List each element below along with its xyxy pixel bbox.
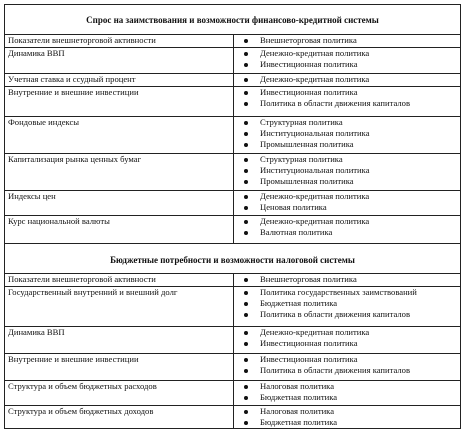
list-item: Инвестиционная политика bbox=[234, 87, 460, 98]
list-item: Денежно-кредитная политика bbox=[234, 191, 460, 202]
bullet-icon bbox=[244, 169, 248, 173]
bullet-icon bbox=[244, 180, 248, 184]
indicator-cell: Показатели внешнеторговой активности bbox=[5, 35, 234, 47]
table-row bbox=[5, 35, 460, 48]
indicator-cell: Внутренние и внешние инвестиции bbox=[5, 354, 234, 380]
table-row bbox=[5, 87, 460, 117]
policy-cell bbox=[234, 381, 460, 405]
list-item: Бюджетная политика bbox=[234, 298, 460, 309]
indicator-cell: Курс национальной валюты bbox=[5, 216, 234, 243]
table-row bbox=[5, 354, 460, 381]
list-item: Политика в области движения капиталов bbox=[234, 365, 460, 376]
policy-cell bbox=[234, 191, 460, 215]
bullet-icon bbox=[244, 313, 248, 317]
bullet-icon bbox=[244, 291, 248, 295]
table-row bbox=[5, 48, 460, 74]
list-item: Денежно-кредитная политика bbox=[234, 48, 460, 59]
bullet-icon bbox=[244, 91, 248, 95]
list-item: Политика в области движения капиталов bbox=[234, 309, 460, 320]
table-row bbox=[5, 117, 460, 154]
indicator-cell: Динамика ВВП bbox=[5, 48, 234, 73]
bullet-icon bbox=[244, 369, 248, 373]
indicator-cell: Капитализация рынка ценных бумаг bbox=[5, 154, 234, 190]
bullet-icon bbox=[244, 358, 248, 362]
table-row bbox=[5, 406, 460, 429]
indicator-cell: Государственный внутренний и внешний долг bbox=[5, 287, 234, 326]
policy-cell bbox=[234, 87, 460, 116]
bullet-icon bbox=[244, 52, 248, 56]
list-item: Политика государственных заимствований bbox=[234, 287, 460, 298]
list-item: Структурная политика bbox=[234, 154, 460, 165]
list-item: Инвестиционная политика bbox=[234, 338, 460, 349]
list-item: Валютная политика bbox=[234, 227, 460, 238]
list-item: Политика в области движения капиталов bbox=[234, 98, 460, 109]
section2-title: Бюджетные потребности и возможности налоговой системы bbox=[5, 244, 460, 274]
table-row bbox=[5, 381, 460, 406]
policy-cell bbox=[234, 354, 460, 380]
table-row bbox=[5, 74, 460, 87]
list-item: Налоговая политика bbox=[234, 381, 460, 392]
bullet-icon bbox=[244, 231, 248, 235]
table-row bbox=[5, 274, 460, 287]
bullet-icon bbox=[244, 158, 248, 162]
bullet-icon bbox=[244, 421, 248, 425]
policy-cell bbox=[234, 117, 460, 153]
policy-cell bbox=[234, 327, 460, 353]
bullet-icon bbox=[244, 39, 248, 43]
policy-cell bbox=[234, 274, 460, 286]
bullet-icon bbox=[244, 78, 248, 82]
bullet-icon bbox=[244, 206, 248, 210]
list-item: Структурная политика bbox=[234, 117, 460, 128]
table-row bbox=[5, 327, 460, 354]
indicator-cell: Фондовые индексы bbox=[5, 117, 234, 153]
list-item: Ценовая политика bbox=[234, 202, 460, 213]
bullet-icon bbox=[244, 143, 248, 147]
table-row bbox=[5, 154, 460, 191]
list-item: Инвестиционная политика bbox=[234, 354, 460, 365]
indicator-cell: Внутренние и внешние инвестиции bbox=[5, 87, 234, 116]
list-item: Налоговая политика bbox=[234, 406, 460, 417]
policy-cell bbox=[234, 48, 460, 73]
bullet-icon bbox=[244, 302, 248, 306]
bullet-icon bbox=[244, 63, 248, 67]
list-item: Внешнеторговая политика bbox=[234, 35, 460, 46]
list-item: Денежно-кредитная политика bbox=[234, 74, 460, 85]
indicator-cell: Индексы цен bbox=[5, 191, 234, 215]
policy-cell bbox=[234, 35, 460, 47]
policy-cell bbox=[234, 154, 460, 190]
bullet-icon bbox=[244, 102, 248, 106]
bullet-icon bbox=[244, 220, 248, 224]
bullet-icon bbox=[244, 342, 248, 346]
bullet-icon bbox=[244, 195, 248, 199]
list-item: Бюджетная политика bbox=[234, 392, 460, 403]
policy-cell bbox=[234, 74, 460, 86]
list-item: Промышленная политика bbox=[234, 139, 460, 150]
indicator-cell: Структура и объем бюджетных доходов bbox=[5, 406, 234, 429]
section1-title: Спрос на заимствования и возможности финансово-кредитной системы bbox=[5, 5, 460, 35]
bullet-icon bbox=[244, 121, 248, 125]
list-item: Инвестиционная политика bbox=[234, 59, 460, 70]
list-item: Бюджетная политика bbox=[234, 417, 460, 428]
policy-table bbox=[4, 4, 461, 429]
indicator-cell: Учетная ставка и ссудный процент bbox=[5, 74, 234, 86]
list-item: Денежно-кредитная политика bbox=[234, 327, 460, 338]
bullet-icon bbox=[244, 331, 248, 335]
bullet-icon bbox=[244, 396, 248, 400]
list-item: Внешнеторговая политика bbox=[234, 274, 460, 285]
policy-cell bbox=[234, 216, 460, 243]
list-item: Институциональная политика bbox=[234, 128, 460, 139]
list-item: Денежно-кредитная политика bbox=[234, 216, 460, 227]
bullet-icon bbox=[244, 410, 248, 414]
policy-cell bbox=[234, 287, 460, 326]
list-item: Промышленная политика bbox=[234, 176, 460, 187]
table-row bbox=[5, 191, 460, 216]
indicator-cell: Структура и объем бюджетных расходов bbox=[5, 381, 234, 405]
table-row bbox=[5, 287, 460, 327]
bullet-icon bbox=[244, 385, 248, 389]
policy-cell bbox=[234, 406, 460, 429]
bullet-icon bbox=[244, 132, 248, 136]
indicator-cell: Динамика ВВП bbox=[5, 327, 234, 353]
bullet-icon bbox=[244, 278, 248, 282]
table-row bbox=[5, 216, 460, 244]
list-item: Институциональная политика bbox=[234, 165, 460, 176]
indicator-cell: Показатели внешнеторговой активности bbox=[5, 274, 234, 286]
